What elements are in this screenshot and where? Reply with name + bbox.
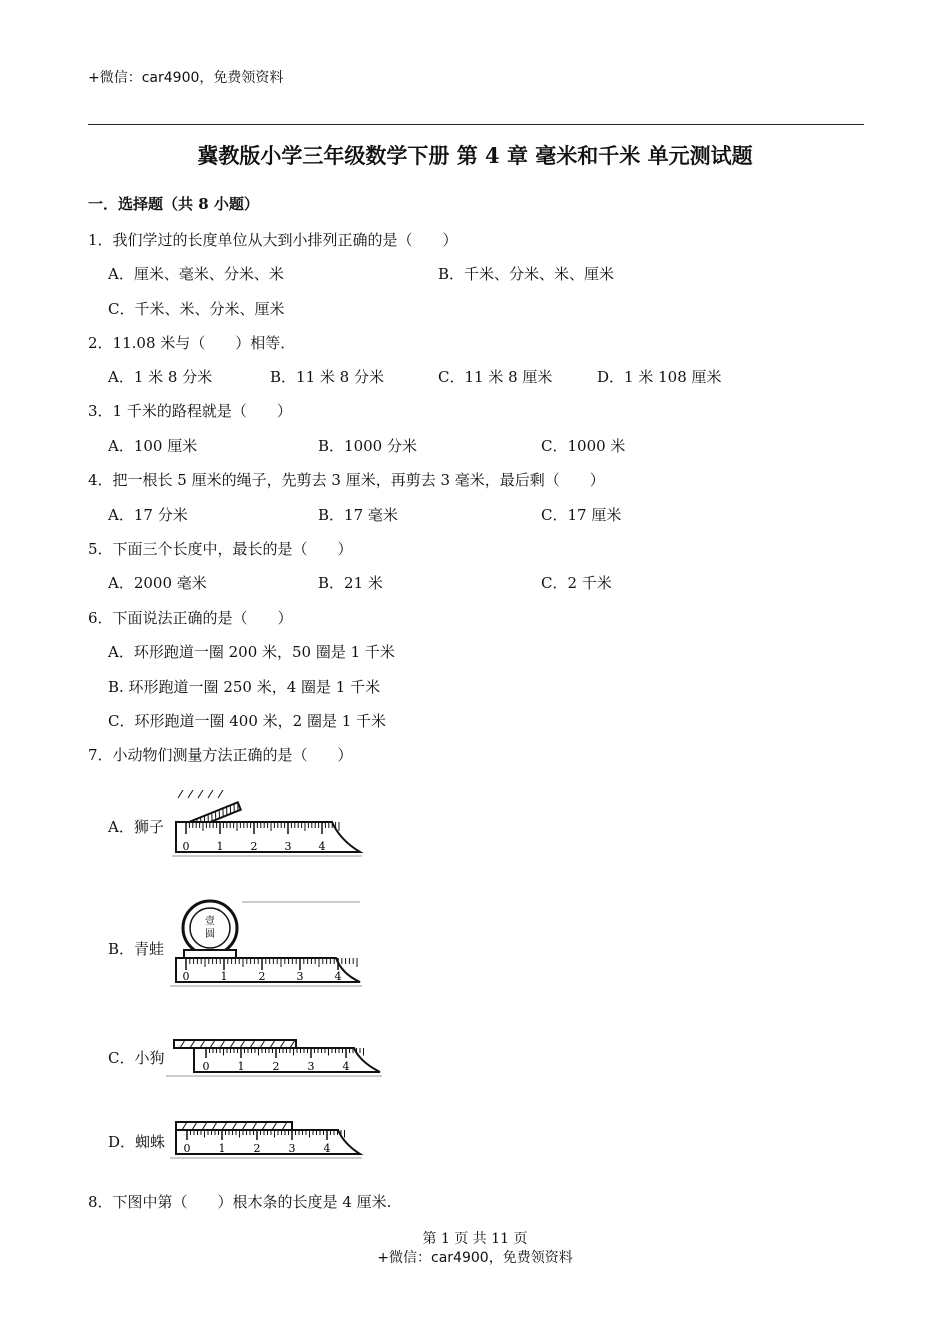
watermark-bottom: +微信：car4900，免费领资料 <box>377 1250 573 1266</box>
question-8: 8．下图中第（ ）根木条的长度是 4 厘米. <box>88 1193 392 1211</box>
tick-label-4: 4 <box>334 970 342 983</box>
ruler-frog-figure <box>170 898 365 990</box>
question-1: 1．我们学过的长度单位从大到小排列正确的是（ ） <box>88 231 458 249</box>
tick-label-4: 4 <box>323 1142 331 1155</box>
ruler-spider-figure <box>170 1118 365 1160</box>
q5-option-c: C．2 千米 <box>541 574 612 592</box>
q2-option-a: A．1 米 8 分米 <box>108 368 213 386</box>
tick-label-2: 2 <box>250 840 258 853</box>
tick-label-3: 3 <box>284 840 292 853</box>
q1-option-b: B．千米、分米、米、厘米 <box>438 265 615 283</box>
q7-option-d: D．蜘蛛 <box>108 1133 166 1151</box>
q4-option-a: A．17 分米 <box>108 506 188 524</box>
tick-label-2: 2 <box>253 1142 261 1155</box>
q3-option-c: C．1000 米 <box>541 437 626 455</box>
q5-option-b: B．21 米 <box>318 574 383 592</box>
tick-label-1: 1 <box>237 1060 245 1073</box>
q1-option-c: C．千米、米、分米、厘米 <box>108 300 285 318</box>
tick-label-0: 0 <box>202 1060 210 1073</box>
q5-option-a: A．2000 毫米 <box>108 574 207 592</box>
tick-label-1: 1 <box>218 1142 226 1155</box>
tick-label-3: 3 <box>307 1060 315 1073</box>
q4-option-b: B．17 毫米 <box>318 506 398 524</box>
q6-option-b: B. 环形跑道一圈 250 米，4 圈是 1 千米 <box>108 678 381 696</box>
coin-text-2: 圆 <box>205 929 215 940</box>
tick-label-0: 0 <box>182 840 190 853</box>
q6-option-a: A．环形跑道一圈 200 米，50 圈是 1 千米 <box>108 643 395 661</box>
tick-label-2: 2 <box>258 970 266 983</box>
q7-option-a: A．狮子 <box>108 818 164 836</box>
tick-label-4: 4 <box>342 1060 350 1073</box>
q7-option-c: C．小狗 <box>108 1049 165 1067</box>
question-4: 4．把一根长 5 厘米的绳子，先剪去 3 厘米，再剪去 3 毫米，最后剩（ ） <box>88 471 605 489</box>
tick-label-1: 1 <box>216 840 224 853</box>
tick-label-1: 1 <box>220 970 228 983</box>
tick-label-3: 3 <box>296 970 304 983</box>
q3-option-a: A．100 厘米 <box>108 437 198 455</box>
question-3: 3．1 千米的路程就是（ ） <box>88 402 292 420</box>
question-5: 5．下面三个长度中，最长的是（ ） <box>88 540 353 558</box>
tick-label-3: 3 <box>288 1142 296 1155</box>
page-title: 冀教版小学三年级数学下册 第 4 章 毫米和千米 单元测试题 <box>197 143 753 168</box>
section-heading: 一．选择题（共 8 小题） <box>88 195 259 213</box>
q3-option-b: B．1000 分米 <box>318 437 417 455</box>
q4-option-c: C．17 厘米 <box>541 506 622 524</box>
page-number: 第 1 页 共 11 页 <box>422 1231 528 1247</box>
header-rule <box>88 124 864 125</box>
ruler-dog-figure <box>166 1032 384 1078</box>
q1-option-a: A．厘米、毫米、分米、米 <box>108 265 284 283</box>
q6-option-c: C．环形跑道一圈 400 米，2 圈是 1 千米 <box>108 712 387 730</box>
ruler-lion-figure <box>172 790 364 858</box>
q2-option-b: B．11 米 8 分米 <box>270 368 384 386</box>
question-2: 2．11.08 米与（ ）相等． <box>88 334 296 352</box>
tick-label-0: 0 <box>182 970 190 983</box>
question-6: 6．下面说法正确的是（ ） <box>88 609 293 627</box>
q2-option-c: C．11 米 8 厘米 <box>438 368 553 386</box>
question-7: 7．小动物们测量方法正确的是（ ） <box>88 746 353 764</box>
tick-label-4: 4 <box>318 840 326 853</box>
watermark-top: +微信：car4900，免费领资料 <box>88 70 284 86</box>
tick-label-2: 2 <box>272 1060 280 1073</box>
coin-text-1: 壹 <box>205 916 215 927</box>
q7-option-b: B．青蛙 <box>108 940 165 958</box>
q2-option-d: D．1 米 108 厘米 <box>597 368 722 386</box>
tick-label-0: 0 <box>183 1142 191 1155</box>
